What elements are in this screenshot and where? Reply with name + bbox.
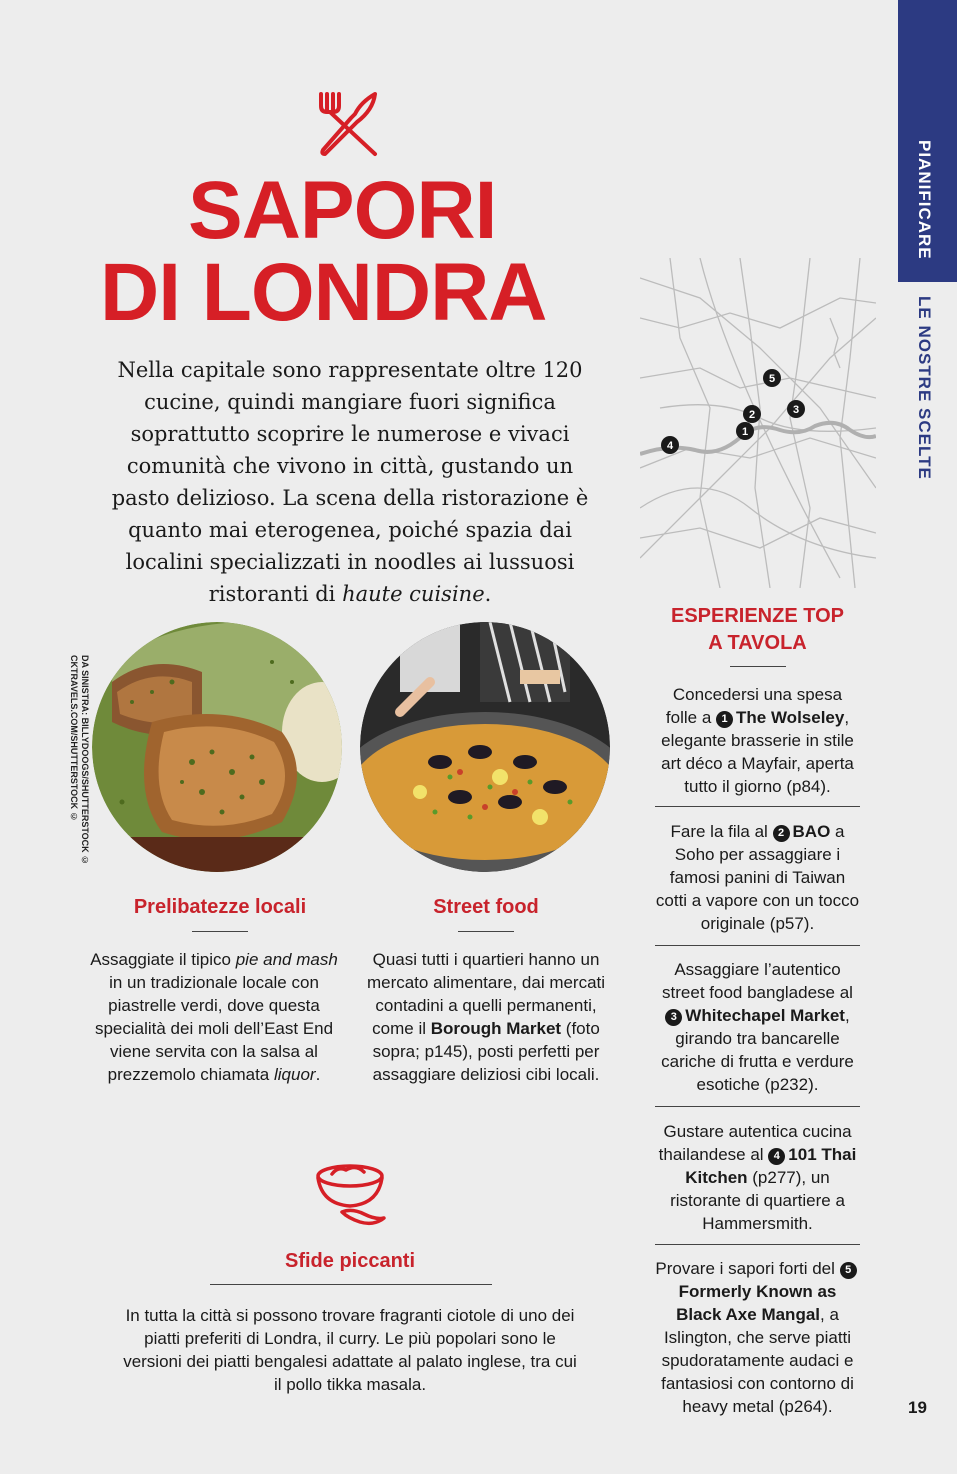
intro-paragraph: Nella capitale sono rappresentate oltre 120 cucine, quindi mangiare fuori significa soprattutto scoprire le numerose e vivaci comunità che vivono in città, gustando un pasto delizioso. La scena della ristorazione è quanto mai eterogenea, poiché spazia dai localini specializzati in noodles ai lussuosi ristoranti di haute cuisine. <box>111 358 589 606</box>
section-text-local: Assaggiate il tipico pie and mash in un tradizionale locale con piastrelle verdi, dove questa specialità dei moli dell’East End viene servita con la salsa al prezzemolo chiamata liquor. <box>90 950 338 1084</box>
top-divider-2 <box>655 945 860 946</box>
photo-credit: DA SINISTRA: BILLYDOOGS/SHUTTERSTOCK © CKTRAVELS.COM/SHUTTERSTOCK © <box>69 655 90 866</box>
top-item-5: Provare i sapori forti del 5Formerly Known as Black Axe Mangal, a Islington, che serve piatti spudoratamente audaci e fantasiosi con contorno di heavy metal (p264). <box>655 1257 860 1418</box>
map-marker-3 <box>787 400 805 418</box>
map-marker-4 <box>661 436 679 454</box>
map-marker-5 <box>763 369 781 387</box>
section-rule-street <box>458 931 514 932</box>
sidebar-tab-section-label[interactable]: LE NOSTRE SCELTE <box>915 296 934 480</box>
section-title-street: Street food <box>433 896 539 918</box>
page-number: 19 <box>908 1398 927 1417</box>
marker-badge-1: 1 <box>716 711 733 728</box>
marker-badge-2: 2 <box>773 825 790 842</box>
svg-text:4: 4 <box>666 440 674 452</box>
top-item-2: Fare la fila al 2 BAO a Soho per assaggiare i famosi panini di Taiwan cotti a vapore con un tocco originale (p57). <box>655 822 860 933</box>
section-rule-local <box>192 931 248 932</box>
section-text-street: Quasi tutti i quartieri hanno un mercato alimentare, dai mercati contadini a quelli permanenti, come il Borough Market (foto sopra; p145), posti perfetti per assaggiare deliziosi cibi locali. <box>366 950 606 1084</box>
top-item-4: Gustare autentica cucina thailandese al 4 101 Thai Kitchen (p277), un ristorante di quartiere a Hammersmith. <box>658 1122 857 1233</box>
london-map <box>640 258 876 588</box>
svg-text:1: 1 <box>741 426 749 438</box>
top-divider-1 <box>655 806 860 807</box>
street-food-paella-photo <box>360 622 610 872</box>
fork-knife-icon <box>313 88 385 160</box>
section-title-local: Prelibatezze locali <box>133 896 307 918</box>
marker-badge-3: 3 <box>665 1009 682 1026</box>
svg-text:3: 3 <box>792 404 800 416</box>
page-title-line1: SAPORI <box>188 165 497 256</box>
top-rule-title <box>730 666 786 667</box>
page-title <box>100 165 640 338</box>
intro-italic: haute cuisine <box>342 582 485 606</box>
section-rule-spicy <box>210 1284 492 1285</box>
top-divider-3 <box>655 1106 860 1107</box>
marker-badge-4: 4 <box>768 1148 785 1165</box>
section-text-spicy: In tutta la città si possono trovare fragranti ciotole di uno dei piatti preferiti di Londra, il curry. Le più popolari sono le versioni dei piatti bengalesi adattate al palato inglese, tra cui il pollo tikka masala. <box>123 1306 577 1394</box>
sidebar-tab-active-label[interactable]: PIANIFICARE <box>915 140 934 260</box>
curry-bowl-chili-icon <box>312 1156 388 1228</box>
map-marker-1 <box>736 422 754 440</box>
top-title: ESPERIENZE TOP A TAVOLA <box>670 605 844 654</box>
svg-text:5: 5 <box>768 373 776 385</box>
section-title-spicy: Sfide piccanti <box>284 1250 416 1272</box>
marker-badge-5: 5 <box>840 1262 857 1279</box>
svg-text:2: 2 <box>748 409 756 421</box>
pie-and-mash-photo <box>92 622 342 872</box>
top-divider-4 <box>655 1244 860 1245</box>
map-marker-2 <box>743 405 761 423</box>
top-item-1: Concedersi una spesa folle a 1 The Wolseley, elegante brasserie in stile art déco a Mayfair, aperta tutto il giorno (p84). <box>661 685 854 796</box>
page-title-line2: DI LONDRA <box>100 247 547 338</box>
top-item-3: Assaggiare l’autentico street food bangladese al 3 Whitechapel Market, girando tra bancarelle cariche di frutta e verdure esotiche (p232). <box>661 960 854 1094</box>
